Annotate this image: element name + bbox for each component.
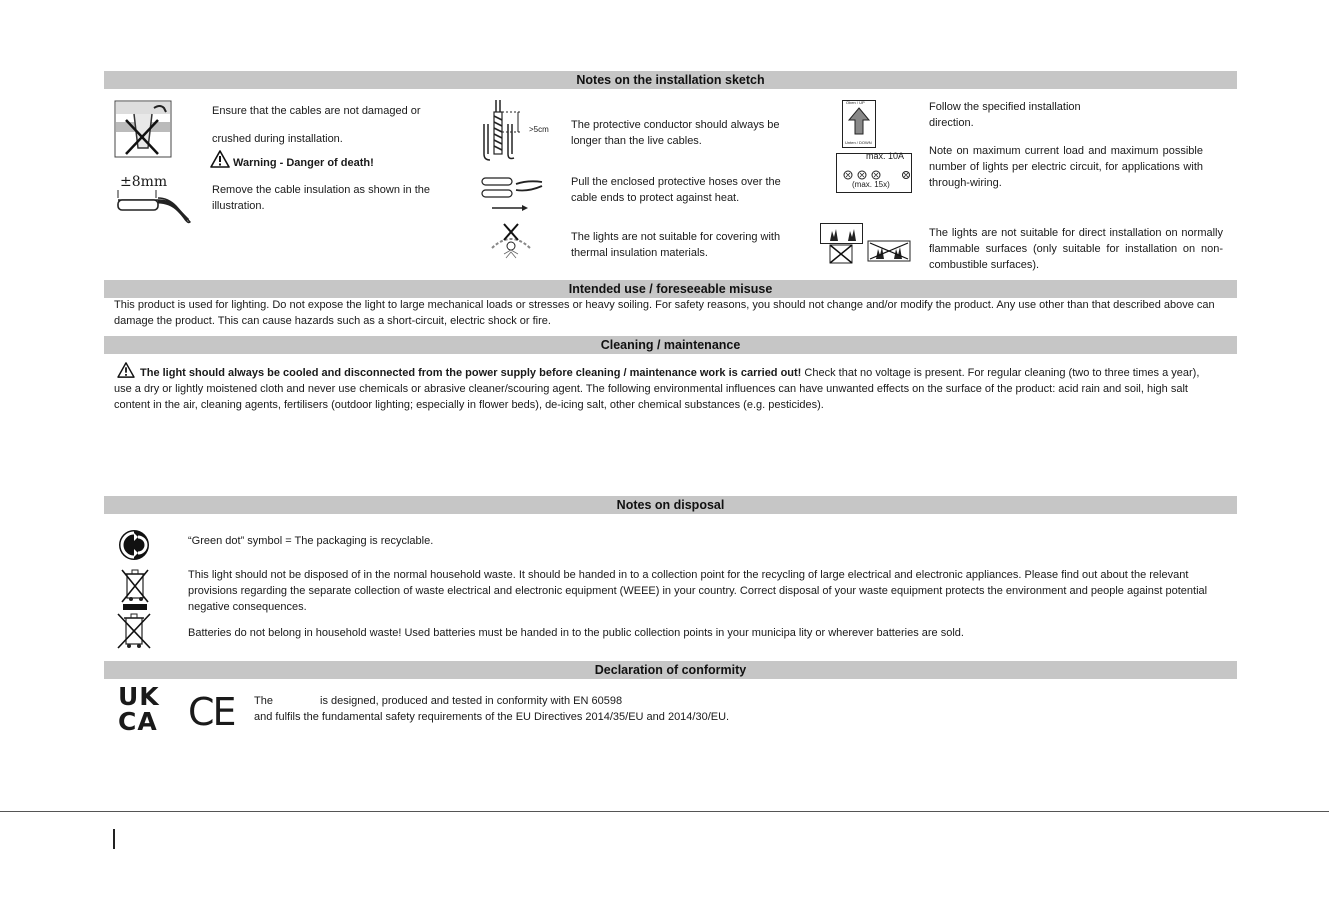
strip-length-label: ±8mm <box>120 174 168 190</box>
warning-danger-of-death: Warning - Danger of death! <box>233 157 374 169</box>
cleaning-bold-warning: The light should always be cooled and disconnected from the power supply before cleaning / maintenance work is carried out! <box>140 367 802 379</box>
conformity-line2: and fulfils the fundamental safety requirements of the EU Directives 2014/35/EU and 2014/30/EU. <box>254 711 730 723</box>
max-lights-label: (max. 15x) <box>852 180 890 189</box>
conformity-line1-rest: is designed, produced and tested in conformity with EN 60598 <box>320 695 623 707</box>
cleaning-body: Check that no voltage is present. For regular cleaning (two to three times a year), use a dry or lightly moistened cloth and never use chemicals or abrasive cleaner/scouring agent. The following environmental influences can have unwanted effects on the surface of the product: acid rain and soil, high salt content in the air, cleaning agents, fertilisers (outdoor lighting; especially in flower beds), de-icing salt, other chemical substances (e.g. pesticides). <box>114 367 1200 411</box>
warning-triangle-icon <box>210 150 230 168</box>
down-label: Unten / DOWN <box>845 140 872 145</box>
note-protective-hoses: Pull the enclosed protective hoses over the cable ends to protect against heat. <box>571 176 781 204</box>
weee-bin-icon <box>120 568 150 614</box>
no-thermal-insulation-icon <box>488 222 534 262</box>
note-max-current: Note on maximum current load and maximum possible number of lights per electric circuit, for applications with through-wiring. <box>929 145 1203 189</box>
note-cable-damage-line2: crushed during installation. <box>212 133 343 145</box>
note-remove-insulation: Remove the cable insulation as shown in the illustration. <box>212 184 430 212</box>
ukca-top: UK <box>118 682 160 711</box>
note-installation-direction: Follow the specified installation direction. <box>929 101 1081 129</box>
weee-text: This light should not be disposed of in the normal household waste. It should be handed in to a collection point for the recycling of large electrical and electronic appliances. Please find out about the relevant provisions regarding the separate collection of waste electrical and electronic equipment (WEEE) in your country. Correct disposal of your waste equipment protects the environment and people against potential negative consequences. <box>188 569 1208 613</box>
max-current-label: max. 10A <box>866 151 905 161</box>
page-margin-mark <box>113 829 115 849</box>
ukca-bottom: CA <box>118 707 158 736</box>
cleaning-text <box>114 366 1218 414</box>
up-label: Oben / UP <box>846 100 865 105</box>
intended-use-text: This product is used for lighting. Do not expose the light to large mechanical loads or stresses or heavy soiling. For safety reasons, you should not change and/or modify the product. Any use other than that described above can damage the product. This can cause hazards such as a short-circuit, electric shock or fire. <box>114 299 1215 327</box>
cable-strip-icon <box>114 188 194 228</box>
section-header-intended-use: Intended use / foreseeable misuse <box>104 280 1237 298</box>
ce-mark: CE <box>188 690 235 734</box>
conformity-line1-start: The <box>254 695 273 707</box>
no-flammable-surface-icon <box>820 223 912 265</box>
green-dot-icon <box>118 529 150 561</box>
note-flammable-surfaces: The lights are not suitable for direct installation on normally flammable surfaces (only suitable for installation on non-combustible surfaces). <box>929 227 1223 271</box>
pe-length-label: >5cm <box>529 125 549 134</box>
note-protective-conductor: The protective conductor should always be longer than the live cables. <box>571 119 780 147</box>
cable-crush-prohibited-icon <box>114 100 172 158</box>
battery-bin-icon <box>116 612 152 650</box>
section-header-installation: Notes on the installation sketch <box>104 71 1237 89</box>
note-thermal-insulation: The lights are not suitable for covering with thermal insulation materials. <box>571 231 781 259</box>
section-header-disposal: Notes on disposal <box>104 496 1237 514</box>
protective-hoses-icon <box>480 172 550 214</box>
footer-rule <box>0 811 1329 812</box>
batteries-text: Batteries do not belong in household waste! Used batteries must be handed in to the public collection points in your municipa lity or wherever batteries are sold. <box>188 627 964 639</box>
section-header-cleaning: Cleaning / maintenance <box>104 336 1237 354</box>
ukca-mark <box>118 684 160 734</box>
green-dot-text: “Green dot” symbol = The packaging is recyclable. <box>188 535 434 547</box>
section-header-conformity: Declaration of conformity <box>104 661 1237 679</box>
note-cable-damage-line1: Ensure that the cables are not damaged or <box>212 105 421 117</box>
